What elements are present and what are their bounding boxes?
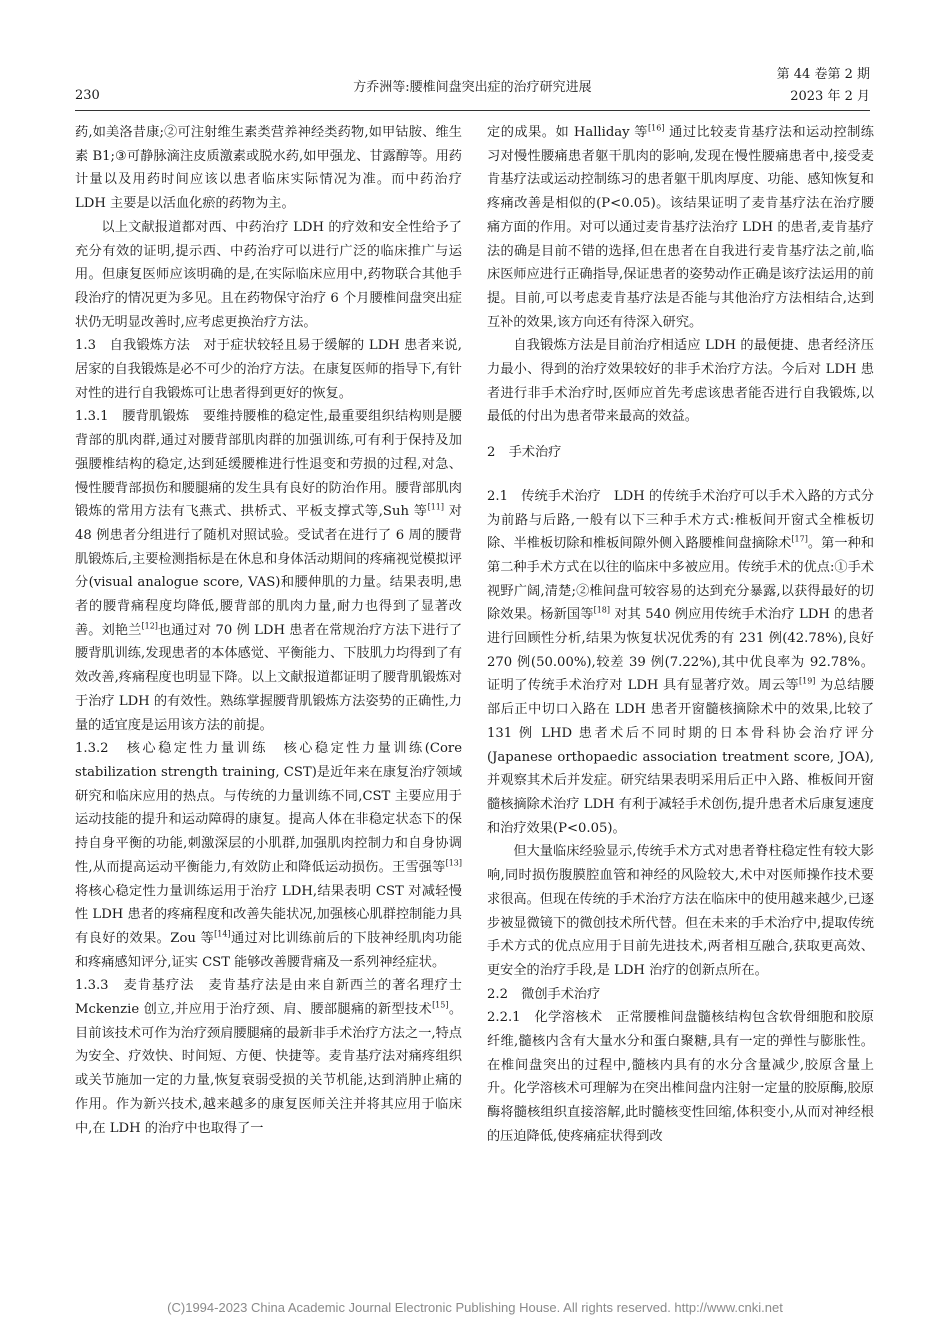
paragraph: 自我锻炼方法是目前治疗相适应 LDH 的最便捷、患者经济压力最小、得到的治疗效果较好的非手术治疗方法。今后对 LDH 患者进行非手术治疗时,医师应首先考虑该患者能否进行自我锻炼,以最低的付出为患者带来最高的效益。 bbox=[487, 338, 874, 425]
paragraph: 定的成果。如 Halliday 等[16] 通过比较麦肯基疗法和运动控制练习对慢性腰痛患者躯干肌肉的影响,发现在慢性腰痛患者中,接受麦肯基疗法或运动控制练习的患者躯干肌肉厚度、功能、感知恢复和疼痛改善是相似的(P<0.05)。该结果证明了麦肯基疗法在治疗腰痛方面的作用。对可以通过麦肯基疗法治疗 LDH 的患者,麦肯基疗法的确是目前不错的选择,但在患者在自我进行麦肯基疗法之前,临床医师应进行正确指导,保证患者的姿势动作正确是该疗法运用的前提。目前,可以考虑麦肯基疗法是否能与其他治疗方法相结合,达到互补的效果,该方向还有待深入研究。 bbox=[487, 123, 874, 330]
subsection-2-2: 2.2 微创手术治疗 bbox=[487, 986, 601, 1002]
copyright-footer: (C)1994-2023 China Academic Journal Electronic Publishing House. All rights reserved. http://www.cnki.net bbox=[167, 1300, 783, 1315]
subsection-2-1: 2.1 传统手术治疗 LDH 的传统手术治疗可以手术入路的方式分为前路与后路,一般有以下三种手术方式:椎板间开窗式全椎板切除、半椎板切除和椎板间隙外侧入路腰椎间盘摘除术[17]。第一种和第二种手术方式在以往的临床中多被应用。传统手术的优点:①手术视野广阔,清楚;②椎间盘可较容易的达到充分暴露,以获得最好的切除效果。杨新国等[18] 对其 540 例应用传统手术治疗 LDH 的患者进行回顾性分析,结果为恢复状况优秀的有 231 例(42.78%),良好 270 例(50.00%),较差 39 例(7.22%),其中优良率为 92.78%。证明了传统手术治疗对 LDH 具有显著疗效。周云等[19] 为总结腰部后正中切口入路在 LDH 患者开窗髓核摘除术中的效果,比较了 131 例 LHD 患者术后不同时期的日本骨科协会治疗评分(Japanese orthopaedic association treatment score, JOA),并观察其术后并发症。研究结果表明采用后正中入路、椎板间开窗髓核摘除术治疗 LDH 有利于减轻手术创伤,提升患者术后康复速度和治疗效果(P<0.05)。 bbox=[487, 488, 874, 836]
issue-date: 2023 年 2 月 bbox=[790, 89, 870, 104]
issue-info bbox=[777, 64, 870, 108]
page-header bbox=[75, 62, 870, 114]
citation: [18] bbox=[593, 605, 610, 615]
right-column bbox=[487, 121, 874, 1259]
paragraph: 药,如美洛昔康;②可注射维生素类营养神经类药物,如甲钴胺、维生素 B1;③可静脉滴注皮质激素或脱水药,如甲强龙、甘露醇等。用药计量以及用药时间应该以患者临床实际情况为准。而中药治疗 LDH 主要是以活血化瘀的药物为主。 bbox=[75, 125, 462, 212]
paragraph: 以上文献报道都对西、中药治疗 LDH 的疗效和安全性给予了充分有效的证明,提示西、中药治疗可以进行广泛的临床推广与运用。但康复医师应该明确的是,在实际临床应用中,药物联合其他手段治疗的情况更为多见。且在药物保守治疗 6 个月腰椎间盘突出症状仍无明显改善时,应考虑更换治疗方法。 bbox=[75, 219, 462, 330]
volume-issue: 第 44 卷第 2 期 bbox=[776, 67, 870, 82]
left-column bbox=[75, 121, 462, 1259]
subsection-2-2-1: 2.2.1 化学溶核术 正常腰椎间盘髓核结构包含软骨细胞和胶原纤维,髓核内含有大量水分和蛋白聚糖,具有一定的弹性与膨胀性。在椎间盘突出的过程中,髓核内具有的水分含量减少,胶原含量上升。化学溶核术可理解为在突出椎间盘内注射一定量的胶原酶,胶原酶将髓核组织直接溶解,此时髓核变性回缩,体积变小,从而对神经根的压迫降低,使疼痛症状得到改 bbox=[487, 1010, 874, 1144]
citation: [13] bbox=[445, 858, 462, 868]
subsection-1-3-3: 1.3.3 麦肯基疗法 麦肯基疗法是由来自新西兰的著名理疗士 Mckenzie 创立,并应用于治疗颈、肩、腰部腿痛的新型技术[15]。目前该技术可作为治疗颈肩腰腿痛的最新非手术治疗方法之一,特点为安全、疗效快、时间短、方便、快捷等。麦肯基疗法对痛疼组织或关节施加一定的力量,恢复衰弱受损的关节机能,达到消肿止痛的作用。作为新兴技术,越来越多的康复医师关注并将其应用于临床中,在 LDH 的治疗中也取得了一 bbox=[75, 978, 462, 1136]
section-heading-2: 2 手术治疗 bbox=[487, 445, 562, 461]
citation: [12] bbox=[141, 621, 158, 631]
subsection-1-3-1: 1.3.1 腰背肌锻炼 要维持腰椎的稳定性,最重要组织结构则是腰背部的肌肉群,通过对腰背部肌肉群的加强训练,可有利于保持及加强腰椎结构的稳定,达到延缓腰椎进行性退变和劳损的过程,对急、慢性腰背部损伤和腰腿痛的发生具有良好的防治作用。腰背部肌肉锻炼的常用方法有飞燕式、拱桥式、平板支撑式等,Suh 等[11] 对 48 例患者分组进行了随机对照试验。受试者在进行了 6 周的腰背肌锻炼后,主要检测指标是在休息和身体活动期间的疼痛视觉模拟评分(visual analogue score, VAS)和腰伸肌的力量。结果表明,患者的腰背痛程度均降低,腰背部的肌肉力量,耐力也得到了显著改善。刘艳兰[12]也通过对 70 例 LDH 患者在常规治疗方法下进行了腰背肌训练,发现患者的本体感觉、平衡能力、下肢肌力均得到了有效改善,疼痛程度也明显下降。以上文献报道都证明了腰背肌锻炼对于治疗 LDH 的有效性。熟练掌握腰背肌锻炼方法姿势的正确性,力量的适宜度是运用该方法的前提。 bbox=[75, 409, 462, 733]
subsection-1-3-2: 1.3.2 核心稳定性力量训练 核心稳定性力量训练(Core stabilization strength training, CST)是近年来在康复治疗领域研究和临床应用的热点。与传统的力量训练不同,CST 主要应用于运动技能的提升和运动障碍的康复。提高人体在非稳定状态下的保持自身平衡的功能,刺激深层的小肌群,加强肌肉控制力和自身协调性,从而提高运动平衡能力,有效防止和降低运动损伤。王雪强等[13] 将核心稳定性力量训练运用于治疗 LDH,结果表明 CST 对减轻慢性 LDH 患者的疼痛程度和改善失能状况,加强核心肌群控制能力具有良好的效果。Zou 等[14]通过对比训练前后的下肢神经肌肉功能和疼痛感知评分,证实 CST 能够改善腰背痛及一系列神经症状。 bbox=[75, 741, 462, 970]
paragraph: 但大量临床经验显示,传统手术方式对患者脊柱稳定性有较大影响,同时损伤腹膜腔血管和神经的风险较大,术中对医师操作技术要求很高。但现在传统的手术治疗方法在临床中的使用越来越少,已逐步被显微镜下的微创技术所代替。但在未来的手术治疗中,提取传统手术方式的优点应用于目前先进技术,两者相互融合,获取更高效、更安全的治疗手段,是 LDH 治疗的创新点所在。 bbox=[487, 844, 874, 978]
running-title: 方乔洲等:腰椎间盘突出症的治疗研究进展 bbox=[353, 80, 592, 95]
citation: [14] bbox=[214, 929, 231, 939]
citation: [19] bbox=[798, 677, 816, 687]
page-number: 230 bbox=[75, 88, 100, 103]
citation: [15] bbox=[432, 1000, 449, 1010]
citation: [17] bbox=[791, 534, 808, 544]
citation: [11] bbox=[427, 502, 444, 512]
subsection-1-3: 1.3 自我锻炼方法 对于症状较轻且易于缓解的 LDH 患者来说,居家的自我锻炼是必不可少的治疗方法。在康复医师的指导下,有针对性的进行自我锻炼可让患者得到更好的恢复。 bbox=[75, 338, 462, 401]
header-rule bbox=[75, 110, 870, 111]
citation: [16] bbox=[648, 123, 665, 133]
